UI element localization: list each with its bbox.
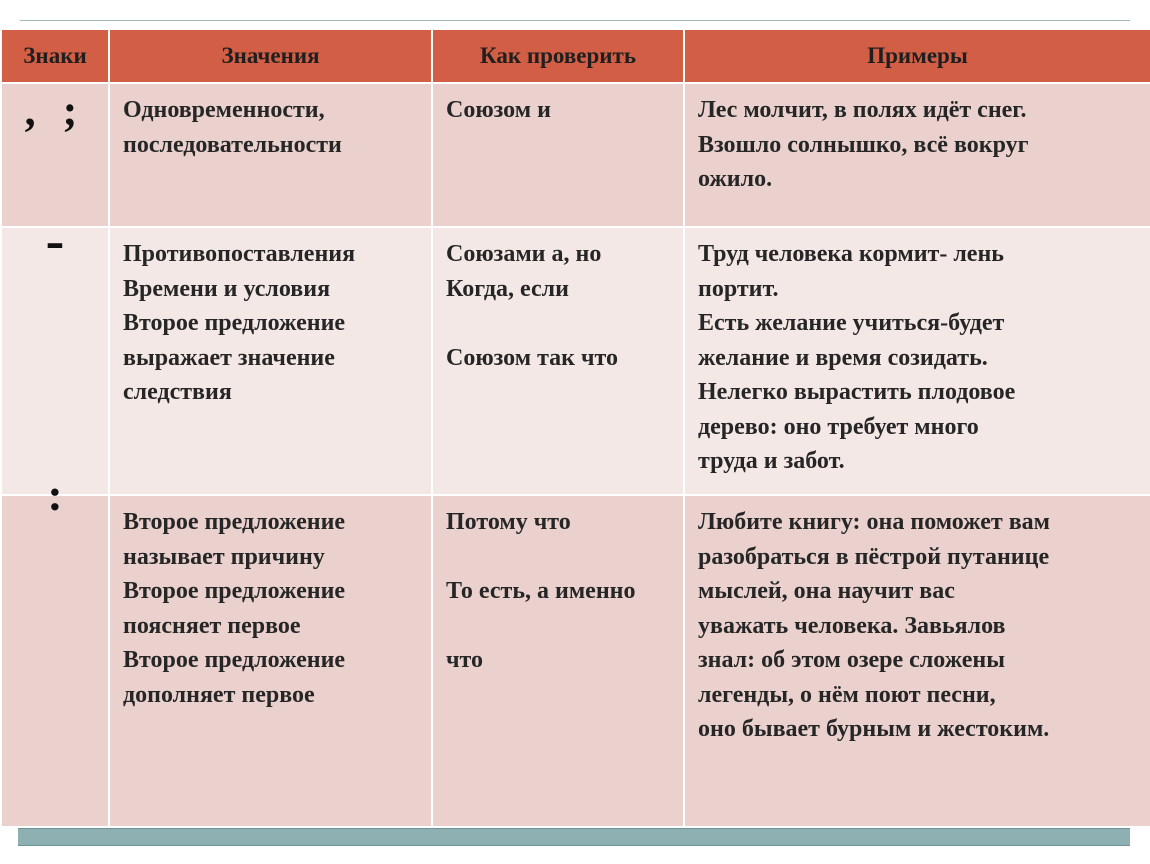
- text-line: дополняет первое: [123, 681, 315, 708]
- example-cell: [684, 495, 1150, 827]
- text-line: Потому что: [446, 509, 571, 535]
- text-line: легенды, о нём поют песни,: [698, 681, 996, 708]
- text-line: портит.: [698, 275, 779, 302]
- text-line: Второе предложение: [123, 310, 346, 336]
- text-line: [446, 540, 672, 575]
- sign-cell: [1, 469, 109, 827]
- text-line: Союзом так что: [446, 344, 618, 371]
- example-cell: [684, 83, 1150, 227]
- text-line: знал: об этом озере сложены: [698, 647, 1005, 673]
- colon-sign: :: [47, 469, 63, 520]
- header-how-to-check: Как проверить: [432, 29, 684, 83]
- text-line: Противопоставления: [123, 241, 356, 267]
- top-divider-line: [20, 20, 1130, 21]
- text-line: Второе предложение: [123, 647, 346, 673]
- text-line: Любите книгу: она поможет вам: [698, 509, 1051, 535]
- text-line: поясняет первое: [123, 612, 301, 639]
- header-meanings: Значения: [109, 29, 432, 83]
- check-cell: [432, 227, 684, 495]
- text-line: Труд человека кормит- лень: [698, 241, 1004, 267]
- text-line: дерево: оно требует много: [698, 413, 979, 440]
- text-line: Есть желание учиться-будет: [698, 310, 1005, 336]
- punctuation-table: [0, 28, 1150, 828]
- text-line: желание и время созидать.: [698, 344, 988, 371]
- meaning-cell: [109, 495, 432, 827]
- text-line: называет причину: [123, 543, 325, 570]
- text-line: Второе предложение: [123, 509, 346, 535]
- example-cell: [684, 227, 1150, 495]
- dash-sign: -: [45, 210, 65, 272]
- text-line: Когда, если: [446, 275, 569, 302]
- check-cell: [432, 83, 684, 227]
- text-line: последовательности: [123, 131, 342, 158]
- text-line: уважать человека. Завьялов: [698, 612, 1006, 639]
- text-line: Одновременности,: [123, 97, 325, 123]
- text-line: оно бывает бурным и жестоким.: [698, 716, 1050, 742]
- text-line: Взошло солнышко, всё вокруг: [698, 131, 1029, 158]
- text-line: мыслей, она научит вас: [698, 578, 955, 604]
- table-row: [1, 227, 1150, 495]
- sign-cell: [1, 210, 109, 495]
- header-examples: Примеры: [684, 29, 1150, 83]
- text-line: То есть, а именно: [446, 578, 636, 604]
- sign-cell: [1, 83, 109, 227]
- text-line: что: [446, 647, 484, 673]
- text-line: Нелегко вырастить плодовое: [698, 379, 1016, 405]
- header-row: [1, 29, 1150, 83]
- table-row: [1, 83, 1150, 227]
- check-cell: [432, 495, 684, 827]
- text-line: [446, 306, 672, 341]
- text-line: Времени и условия: [123, 275, 331, 302]
- text-line: Союзами а, но: [446, 241, 602, 267]
- text-line: Союзом и: [446, 97, 551, 123]
- text-line: выражает значение: [123, 344, 335, 371]
- text-line: Лес молчит, в полях идёт снег.: [698, 97, 1027, 123]
- text-line: разобраться в пёстрой путанице: [698, 543, 1050, 570]
- meaning-cell: [109, 83, 432, 227]
- bottom-decorative-band: [18, 828, 1130, 846]
- text-line: [446, 609, 672, 644]
- text-line: ожило.: [698, 166, 773, 192]
- comma-semicolon-sign: , ;: [24, 86, 86, 135]
- text-line: следствия: [123, 379, 232, 405]
- text-line: Второе предложение: [123, 578, 346, 604]
- meaning-cell: [109, 227, 432, 495]
- text-line: труда и забот.: [698, 448, 845, 474]
- header-signs: Знаки: [1, 29, 109, 83]
- table-row: [1, 495, 1150, 827]
